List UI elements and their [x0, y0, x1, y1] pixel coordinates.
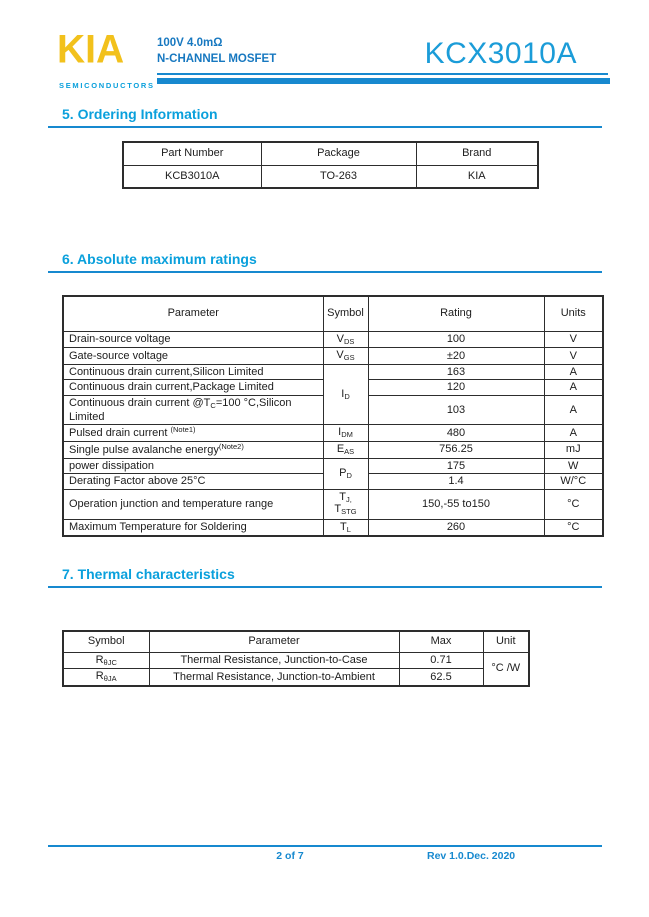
- absolute-maximum-ratings-table: [62, 295, 604, 537]
- rating-cell: 100: [368, 331, 544, 348]
- table-row: [63, 364, 603, 380]
- table-row: [63, 331, 603, 348]
- unit-cell: A: [544, 396, 603, 425]
- symbol-cell: $T_{J,}$ $T_{STG}$: [323, 489, 368, 519]
- rating-cell: 480: [368, 425, 544, 442]
- section-title-ordering: 5. Ordering Information: [62, 106, 218, 122]
- table-row: [63, 519, 603, 536]
- unit-cell: °C: [544, 519, 603, 536]
- parameter-cell: Continuous drain current,Silicon Limited: [63, 364, 323, 380]
- section-rule-abs-max: [48, 271, 602, 273]
- revision-label: Rev 1.0.Dec. 2020: [427, 850, 516, 862]
- table-row: [63, 669, 529, 686]
- unit-cell: V: [544, 331, 603, 348]
- col-header-part-number: Part Number: [123, 142, 261, 165]
- symbol-cell: $T_L$: [323, 519, 368, 536]
- col-header-max: Max: [399, 631, 483, 652]
- parameter-cell: Gate-source voltage: [63, 348, 323, 365]
- table-row: [63, 348, 603, 365]
- symbol-cell: $E_{AS}$: [323, 441, 368, 458]
- unit-cell: A: [544, 425, 603, 442]
- table-row: [63, 441, 603, 458]
- max-cell: 0.71: [399, 652, 483, 669]
- page-indicator: 2 of 7: [276, 850, 304, 862]
- table-row: [123, 165, 538, 188]
- col-header-unit: Unit: [483, 631, 529, 652]
- col-header-units: Units: [544, 296, 603, 331]
- symbol-cell: $V_{GS}$: [323, 348, 368, 365]
- package-cell: TO-263: [261, 165, 416, 188]
- kia-logo: KIA: [57, 27, 125, 72]
- table-row: [63, 458, 603, 474]
- parameter-cell: Maximum Temperature for Soldering: [63, 519, 323, 536]
- parameter-cell: Continuous drain current $@T_C=100$ °C,Silicon Limited: [63, 396, 323, 425]
- rating-cell: 120: [368, 380, 544, 396]
- device-spec: [157, 36, 276, 67]
- parameter-cell: Operation junction and temperature range: [63, 489, 323, 519]
- col-header-rating: Rating: [368, 296, 544, 331]
- rating-cell: 150,-55 to150: [368, 489, 544, 519]
- footer-rule: [48, 845, 602, 847]
- parameter-cell: Derating Factor above 25°C: [63, 474, 323, 490]
- rating-cell: 756.25: [368, 441, 544, 458]
- unit-cell: °C: [544, 489, 603, 519]
- rating-cell: 103: [368, 396, 544, 425]
- parameter-cell: Thermal Resistance, Junction-to-Case: [149, 652, 399, 669]
- table-header-row: [63, 631, 529, 652]
- table-row: [63, 652, 529, 669]
- parameter-cell: Thermal Resistance, Junction-to-Ambient: [149, 669, 399, 686]
- rating-cell: 1.4: [368, 474, 544, 490]
- rating-cell: 260: [368, 519, 544, 536]
- unit-cell: A: [544, 364, 603, 380]
- section-rule-ordering: [48, 126, 602, 128]
- col-header-package: Package: [261, 142, 416, 165]
- col-header-symbol: Symbol: [63, 631, 149, 652]
- logo-subtext: SEMICONDUCTORS: [59, 81, 155, 90]
- symbol-cell: $P_D$: [323, 458, 368, 489]
- parameter-cell: Single pulse avalanche energy$^{(Note2)}$: [63, 441, 323, 458]
- part-number-cell: KCB3010A: [123, 165, 261, 188]
- parameter-cell: Drain-source voltage: [63, 331, 323, 348]
- col-header-symbol: Symbol: [323, 296, 368, 331]
- parameter-cell: Continuous drain current,Package Limited: [63, 380, 323, 396]
- unit-cell: A: [544, 380, 603, 396]
- spec-line-voltage: 100V 4.0mΩ: [157, 37, 223, 49]
- table-header-row: [63, 296, 603, 331]
- ordering-information-table: [122, 141, 539, 189]
- header-rule-thin: [157, 73, 608, 75]
- brand-cell: KIA: [416, 165, 538, 188]
- table-row: [63, 425, 603, 442]
- col-header-parameter: Parameter: [149, 631, 399, 652]
- table-header-row: [123, 142, 538, 165]
- symbol-cell: $R_{\theta JC}$: [63, 652, 149, 669]
- col-header-parameter: Parameter: [63, 296, 323, 331]
- rating-cell: ±20: [368, 348, 544, 365]
- max-cell: 62.5: [399, 669, 483, 686]
- rating-cell: 163: [368, 364, 544, 380]
- unit-cell: °C /W: [483, 652, 529, 686]
- symbol-cell: $V_{DS}$: [323, 331, 368, 348]
- header-rule-thick: [157, 78, 610, 84]
- col-header-brand: Brand: [416, 142, 538, 165]
- spec-line-type: N-CHANNEL MOSFET: [157, 52, 277, 65]
- symbol-cell: $I_{DM}$: [323, 425, 368, 442]
- section-rule-thermal: [48, 586, 602, 588]
- section-title-thermal: 7. Thermal characteristics: [62, 566, 235, 582]
- part-number-title: KCX3010A: [424, 37, 577, 70]
- symbol-cell: $R_{\theta JA}$: [63, 669, 149, 686]
- unit-cell: W: [544, 458, 603, 474]
- table-row: [63, 489, 603, 519]
- parameter-cell: power dissipation: [63, 458, 323, 474]
- rating-cell: 175: [368, 458, 544, 474]
- parameter-cell: Pulsed drain current $^{(Note1)}$: [63, 425, 323, 442]
- unit-cell: V: [544, 348, 603, 365]
- thermal-characteristics-table: [62, 630, 530, 687]
- symbol-cell: $I_D$: [323, 364, 368, 425]
- unit-cell: mJ: [544, 441, 603, 458]
- unit-cell: W/°C: [544, 474, 603, 490]
- section-title-abs-max: 6. Absolute maximum ratings: [62, 251, 257, 267]
